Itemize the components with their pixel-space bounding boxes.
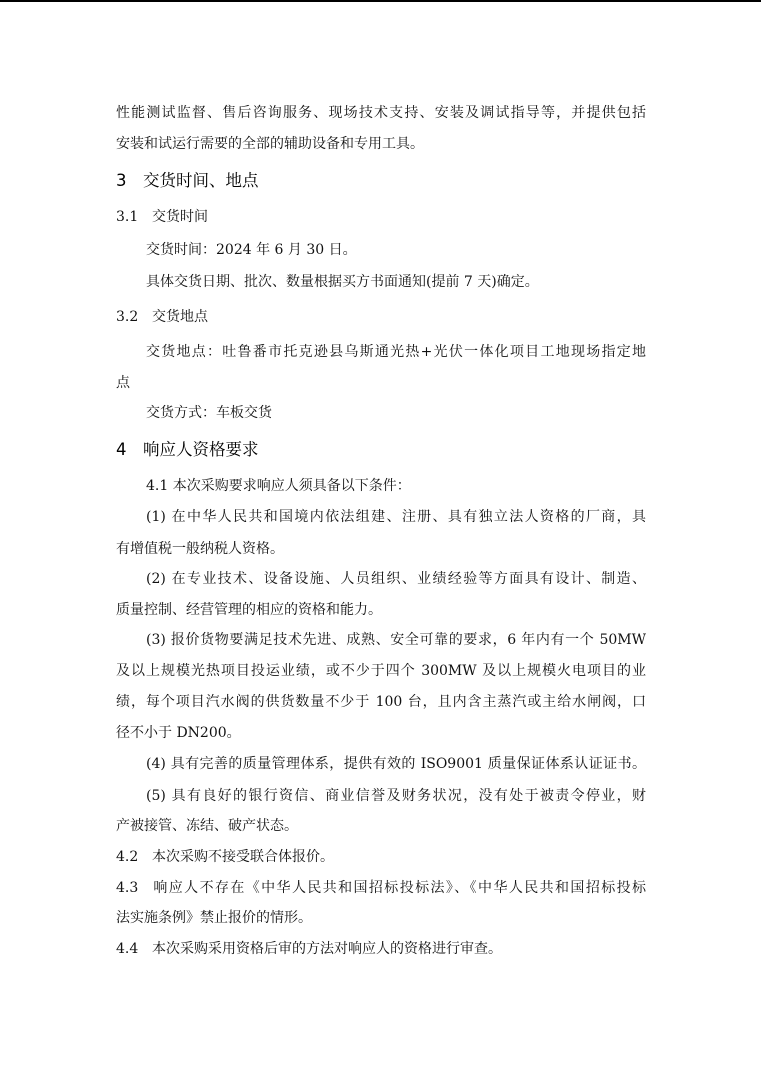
clause-4-4-text: 本次采购采用资格后审的方法对响应人的资格进行审查。 — [152, 941, 502, 957]
delivery-method-text: 交货方式：车板交货 — [146, 405, 272, 421]
condition-3-line-3: 绩，每个项目汽水阀的供货数量不少于 100 台，且内含主蒸汽或主给水闸阀，口 — [116, 694, 646, 710]
condition-3-line-4: 径不小于 DN200。 — [116, 725, 241, 741]
condition-1-line-2: 有增值税一般纳税人资格。 — [116, 541, 284, 557]
clause-4-3-line-2: 法实施条例》禁止报价的情形。 — [116, 910, 312, 926]
condition-2-line-1: (2) 在专业技术、设备设施、人员组织、业绩经验等方面具有设计、制造、 — [146, 571, 646, 587]
subsection-3-1-title: 交货时间 — [152, 209, 208, 225]
clause-4-3-text-line-1: 响应人不存在《中华人民共和国招标投标法》、《中华人民共和国招标投标 — [152, 880, 646, 896]
delivery-place-line-2: 点 — [116, 375, 130, 391]
section-3-number: 3 — [116, 171, 127, 190]
subsection-3-2-title: 交货地点 — [152, 309, 208, 325]
section-3-heading — [116, 172, 259, 190]
condition-5-line-2: 产被接管、冻结、破产状态。 — [116, 818, 298, 834]
condition-3-line-2: 及以上规模光热项目投运业绩，或不少于四个 300MW 及以上规模火电项目的业 — [116, 663, 646, 679]
subsection-3-1-number: 3.1 — [116, 209, 139, 225]
clause-4-4-number: 4.4 — [116, 941, 139, 957]
clause-4-2-text: 本次采购不接受联合体报价。 — [152, 849, 334, 865]
condition-3-line-1: (3) 报价货物要满足技术先进、成熟、安全可靠的要求，6 年内有一个 50MW — [146, 632, 646, 648]
condition-5-line-1: (5) 具有良好的银行资信、商业信誉及财务状况，没有处于被责令停业，财 — [146, 788, 646, 804]
intro-line-2: 安装和试运行需要的全部的辅助设备和专用工具。 — [116, 136, 424, 152]
section-4-number: 4 — [116, 440, 127, 459]
section-4-heading — [116, 441, 259, 459]
page-top-rule — [0, 0, 761, 2]
condition-4: (4) 具有完善的质量管理体系，提供有效的 ISO9001 质量保证体系认证证书。 — [146, 756, 646, 772]
clause-4-2 — [116, 848, 334, 866]
subsection-3-2-heading — [116, 308, 208, 326]
section-4-title: 响应人资格要求 — [143, 440, 259, 459]
subsection-3-1-heading — [116, 208, 208, 226]
clause-4-1: 4.1 本次采购要求响应人须具备以下条件： — [146, 478, 411, 494]
clause-4-3-number: 4.3 — [116, 880, 139, 896]
clause-4-2-number: 4.2 — [116, 849, 139, 865]
delivery-place-line-1: 交货地点：吐鲁番市托克逊县乌斯通光热+光伏一体化项目工地现场指定地 — [146, 344, 646, 360]
subsection-3-2-number: 3.2 — [116, 309, 139, 325]
condition-1-line-1: (1) 在中华人民共和国境内依法组建、注册、具有独立法人资格的厂商，具 — [146, 509, 646, 525]
intro-line-1: 性能测试监督、售后咨询服务、现场技术支持、安装及调试指导等，并提供包括 — [116, 105, 646, 121]
section-3-title: 交货时间、地点 — [143, 171, 259, 190]
condition-2-line-2: 质量控制、经营管理的相应的资格和能力。 — [116, 602, 382, 618]
delivery-time-text: 交货时间：2024 年 6 月 30 日。 — [146, 242, 357, 258]
clause-4-4 — [116, 940, 502, 958]
clause-4-3-line-1 — [116, 879, 646, 897]
delivery-schedule-text: 具体交货日期、批次、数量根据买方书面通知(提前 7 天)确定。 — [146, 274, 539, 290]
